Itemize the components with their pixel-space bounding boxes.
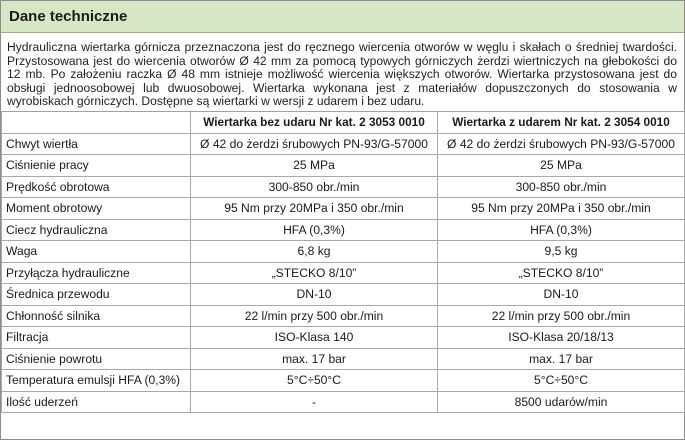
param-label: Chłonność silnika	[2, 305, 191, 327]
value-no-impact: 5°C÷50°C	[191, 370, 438, 392]
value-impact: 9,5 kg	[438, 241, 685, 263]
table-row	[2, 370, 685, 392]
value-no-impact: Ø 42 do żerdzi śrubowych PN-93/G-57000	[191, 133, 438, 155]
table-row	[2, 241, 685, 263]
value-impact: DN-10	[438, 284, 685, 306]
param-label: Średnica przewodu	[2, 284, 191, 306]
table-row	[2, 348, 685, 370]
table-row	[2, 327, 685, 349]
value-no-impact: ISO-Klasa 140	[191, 327, 438, 349]
table-row	[2, 284, 685, 306]
value-impact: Ø 42 do żerdzi śrubowych PN-93/G-57000	[438, 133, 685, 155]
param-label: Ciecz hydrauliczna	[2, 219, 191, 241]
value-no-impact: 95 Nm przy 20MPa i 350 obr./min	[191, 198, 438, 220]
param-label: Filtracja	[2, 327, 191, 349]
header-cell-impact: Wiertarka z udarem Nr kat. 2 3054 0010	[438, 112, 685, 134]
header-cell-no-impact: Wiertarka bez udaru Nr kat. 2 3053 0010	[191, 112, 438, 134]
value-impact: 95 Nm przy 20MPa i 350 obr./min	[438, 198, 685, 220]
param-label: Temperatura emulsji HFA (0,3%)	[2, 370, 191, 392]
value-impact: 5°C÷50°C	[438, 370, 685, 392]
table-row	[2, 391, 685, 413]
value-no-impact: 22 l/min przy 500 obr./min	[191, 305, 438, 327]
table-header-row	[2, 112, 685, 134]
param-label: Ciśnienie pracy	[2, 155, 191, 177]
param-label: Waga	[2, 241, 191, 263]
spec-table	[1, 111, 685, 413]
value-no-impact: HFA (0,3%)	[191, 219, 438, 241]
value-no-impact: 6,8 kg	[191, 241, 438, 263]
param-label: Ciśnienie powrotu	[2, 348, 191, 370]
value-impact: max. 17 bar	[438, 348, 685, 370]
param-label: Prędkość obrotowa	[2, 176, 191, 198]
value-impact: 22 l/min przy 500 obr./min	[438, 305, 685, 327]
table-row	[2, 176, 685, 198]
value-no-impact: 25 MPa	[191, 155, 438, 177]
value-impact: HFA (0,3%)	[438, 219, 685, 241]
value-impact: 8500 udarów/min	[438, 391, 685, 413]
table-row	[2, 262, 685, 284]
table-row	[2, 305, 685, 327]
param-label: Przyłącza hydrauliczne	[2, 262, 191, 284]
param-label: Moment obrotowy	[2, 198, 191, 220]
description-paragraph: Hydrauliczna wiertarka górnicza przeznaczona jest do ręcznego wiercenia otworów w węglu i skałach o średniej twardości. Przystosowana jest do wiercenia otworów Ø 42 mm za pomocą typowych górniczych żerdzi wiertniczych na głebokości do 12 mb. Po założeniu raczka Ø 48 mm istnieje możliwość wiercenia większych otworów. Wiertarka przystosowana jest do obsługi jednoosobowej lub dwuosobowej. Wiertarka wykonana jest z materiałów dopuszczonych do stosowania w wyrobiskach górniczych. Dostępne są wiertarki w wersji z udarem i bez udaru.	[7, 40, 677, 108]
section-title: Dane techniczne	[1, 1, 684, 33]
table-row	[2, 155, 685, 177]
param-label: Chwyt wiertła	[2, 133, 191, 155]
param-label: Ilość uderzeń	[2, 391, 191, 413]
table-row	[2, 219, 685, 241]
value-no-impact: -	[191, 391, 438, 413]
value-no-impact: „STECKO 8/10”	[191, 262, 438, 284]
value-no-impact: DN-10	[191, 284, 438, 306]
header-cell-empty	[2, 112, 191, 134]
value-impact: ISO-Klasa 20/18/13	[438, 327, 685, 349]
value-impact: „STECKO 8/10”	[438, 262, 685, 284]
value-impact: 300-850 obr./min	[438, 176, 685, 198]
value-no-impact: max. 17 bar	[191, 348, 438, 370]
table-row	[2, 198, 685, 220]
value-impact: 25 MPa	[438, 155, 685, 177]
value-no-impact: 300-850 obr./min	[191, 176, 438, 198]
table-row	[2, 133, 685, 155]
